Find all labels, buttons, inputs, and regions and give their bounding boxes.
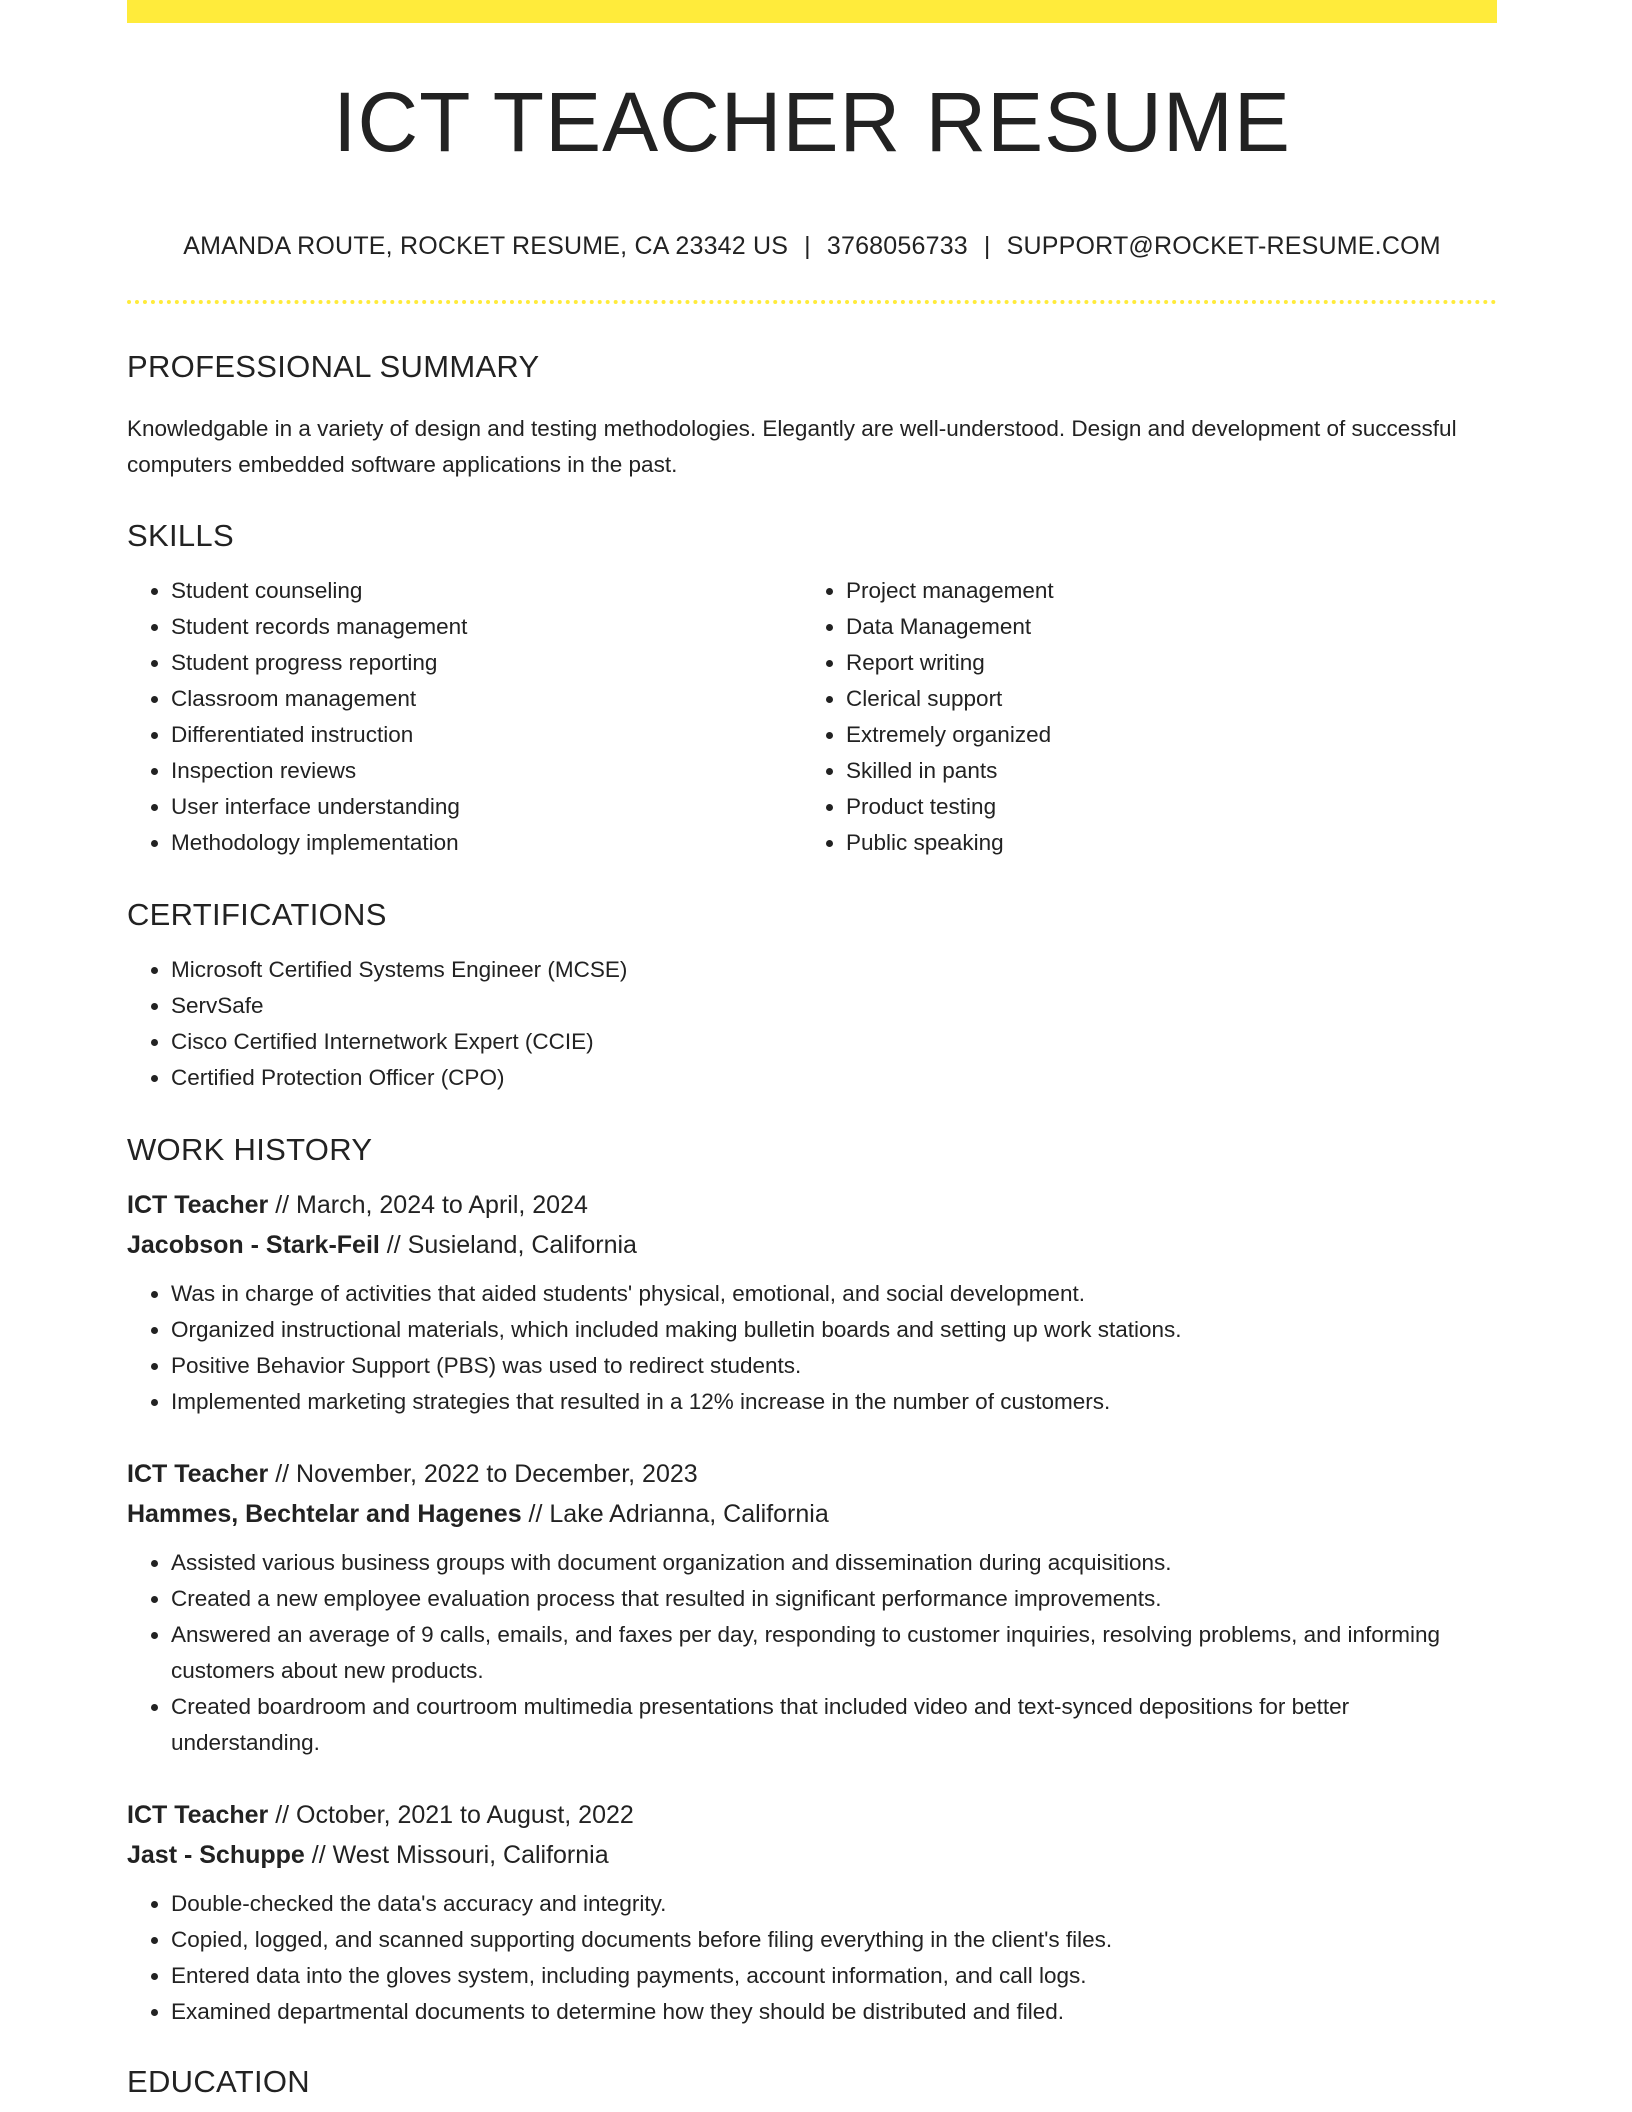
job-location: // Lake Adrianna, California: [521, 1500, 829, 1528]
skills-column-right: [802, 573, 1477, 861]
contact-email: SUPPORT@ROCKET-RESUME.COM: [1006, 232, 1441, 260]
job-title-line: [127, 1795, 1497, 1835]
skill-item: • Differentiated instruction: [171, 717, 802, 753]
certification-item: • Cisco Certified Internetwork Expert (CCIE): [171, 1024, 1497, 1060]
job-duty: • Created boardroom and courtroom multimedia presentations that included video and text-synced depositions for better understanding.: [171, 1689, 1497, 1761]
summary-text: Knowledgable in a variety of design and testing methodologies. Elegantly are well-understood. Design and development of successful computers embedded software applications in the past.: [127, 416, 1457, 477]
resume-title: ICT TEACHER RESUME: [333, 75, 1291, 169]
job-duty: • Copied, logged, and scanned supporting documents before filing everything in the client's files.: [171, 1922, 1497, 1958]
certifications-list: [127, 952, 1497, 1096]
job-duties-list: [127, 1886, 1497, 2030]
job-title: ICT Teacher: [127, 1460, 269, 1488]
job-dates: // March, 2024 to April, 2024: [268, 1191, 588, 1219]
job-entry: [127, 1795, 1497, 2030]
contact-address: AMANDA ROUTE, ROCKET RESUME, CA 23342 US: [183, 232, 789, 260]
contact-line: [127, 234, 1497, 259]
skill-item: • Data Management: [846, 609, 1477, 645]
job-title: ICT Teacher: [127, 1801, 269, 1829]
certification-item: • Certified Protection Officer (CPO): [171, 1060, 1497, 1096]
job-duty: • Was in charge of activities that aided students' physical, emotional, and social development.: [171, 1276, 1497, 1312]
job-title: ICT Teacher: [127, 1191, 269, 1219]
dotted-divider: [127, 300, 1497, 304]
skills-list-left: [127, 573, 802, 861]
job-company-line: [127, 1835, 1497, 1875]
skill-item: • Clerical support: [846, 681, 1477, 717]
summary-heading: PROFESSIONAL SUMMARY: [127, 349, 540, 384]
job-entry: [127, 1454, 1497, 1761]
job-duty: • Answered an average of 9 calls, emails, and faxes per day, responding to customer inquiries, resolving problems, and informing customers about new products.: [171, 1617, 1497, 1689]
certification-item: • Microsoft Certified Systems Engineer (MCSE): [171, 952, 1497, 988]
education-heading: EDUCATION: [127, 2064, 310, 2099]
job-title-line: [127, 1454, 1497, 1494]
skill-item: • Methodology implementation: [171, 825, 802, 861]
skills-list-right: [802, 573, 1477, 861]
job-dates: // November, 2022 to December, 2023: [268, 1460, 698, 1488]
skill-item: • Student counseling: [171, 573, 802, 609]
skills-column-left: [127, 573, 802, 861]
job-duty: • Organized instructional materials, which included making bulletin boards and setting up work stations.: [171, 1312, 1497, 1348]
certification-item: • ServSafe: [171, 988, 1497, 1024]
skill-item: • Inspection reviews: [171, 753, 802, 789]
job-company: Jacobson - Stark-Feil: [127, 1231, 380, 1259]
skill-item: • Classroom management: [171, 681, 802, 717]
contact-phone: 3768056733: [826, 232, 968, 260]
job-company: Hammes, Bechtelar and Hagenes: [127, 1500, 522, 1528]
job-title-line: [127, 1185, 1497, 1225]
certifications-heading: CERTIFICATIONS: [127, 897, 387, 932]
skill-item: • Skilled in pants: [846, 753, 1477, 789]
job-duty: • Assisted various business groups with document organization and dissemination during acquisitions.: [171, 1545, 1497, 1581]
job-company-line: [127, 1494, 1497, 1534]
contact-separator: |: [804, 232, 811, 260]
skill-item: • Student progress reporting: [171, 645, 802, 681]
resume-page: [127, 0, 1497, 2097]
job-duty: • Created a new employee evaluation process that resulted in significant performance improvements.: [171, 1581, 1497, 1617]
job-duty: • Examined departmental documents to determine how they should be distributed and filed.: [171, 1994, 1497, 2030]
job-company-line: [127, 1225, 1497, 1265]
skill-item: • Project management: [846, 573, 1477, 609]
job-duties-list: [127, 1276, 1497, 1420]
job-dates: // October, 2021 to August, 2022: [268, 1801, 634, 1829]
skill-item: • User interface understanding: [171, 789, 802, 825]
skill-item: • Product testing: [846, 789, 1477, 825]
job-company: Jast - Schuppe: [127, 1841, 305, 1869]
skills-columns: [127, 573, 1497, 861]
skill-item: • Student records management: [171, 609, 802, 645]
job-duties-list: [127, 1545, 1497, 1761]
job-duty: • Positive Behavior Support (PBS) was used to redirect students.: [171, 1348, 1497, 1384]
job-duty: • Implemented marketing strategies that resulted in a 12% increase in the number of customers.: [171, 1384, 1497, 1420]
job-entry: [127, 1185, 1497, 1420]
job-duty: • Double-checked the data's accuracy and integrity.: [171, 1886, 1497, 1922]
job-duty: • Entered data into the gloves system, including payments, account information, and call logs.: [171, 1958, 1497, 1994]
skill-item: • Public speaking: [846, 825, 1477, 861]
job-location: // West Missouri, California: [304, 1841, 609, 1869]
accent-bar: [127, 0, 1497, 23]
job-location: // Susieland, California: [379, 1231, 637, 1259]
skills-heading: SKILLS: [127, 518, 234, 553]
skill-item: • Report writing: [846, 645, 1477, 681]
skill-item: • Extremely organized: [846, 717, 1477, 753]
work-history-heading: WORK HISTORY: [127, 1132, 373, 1167]
contact-separator: |: [983, 232, 991, 260]
